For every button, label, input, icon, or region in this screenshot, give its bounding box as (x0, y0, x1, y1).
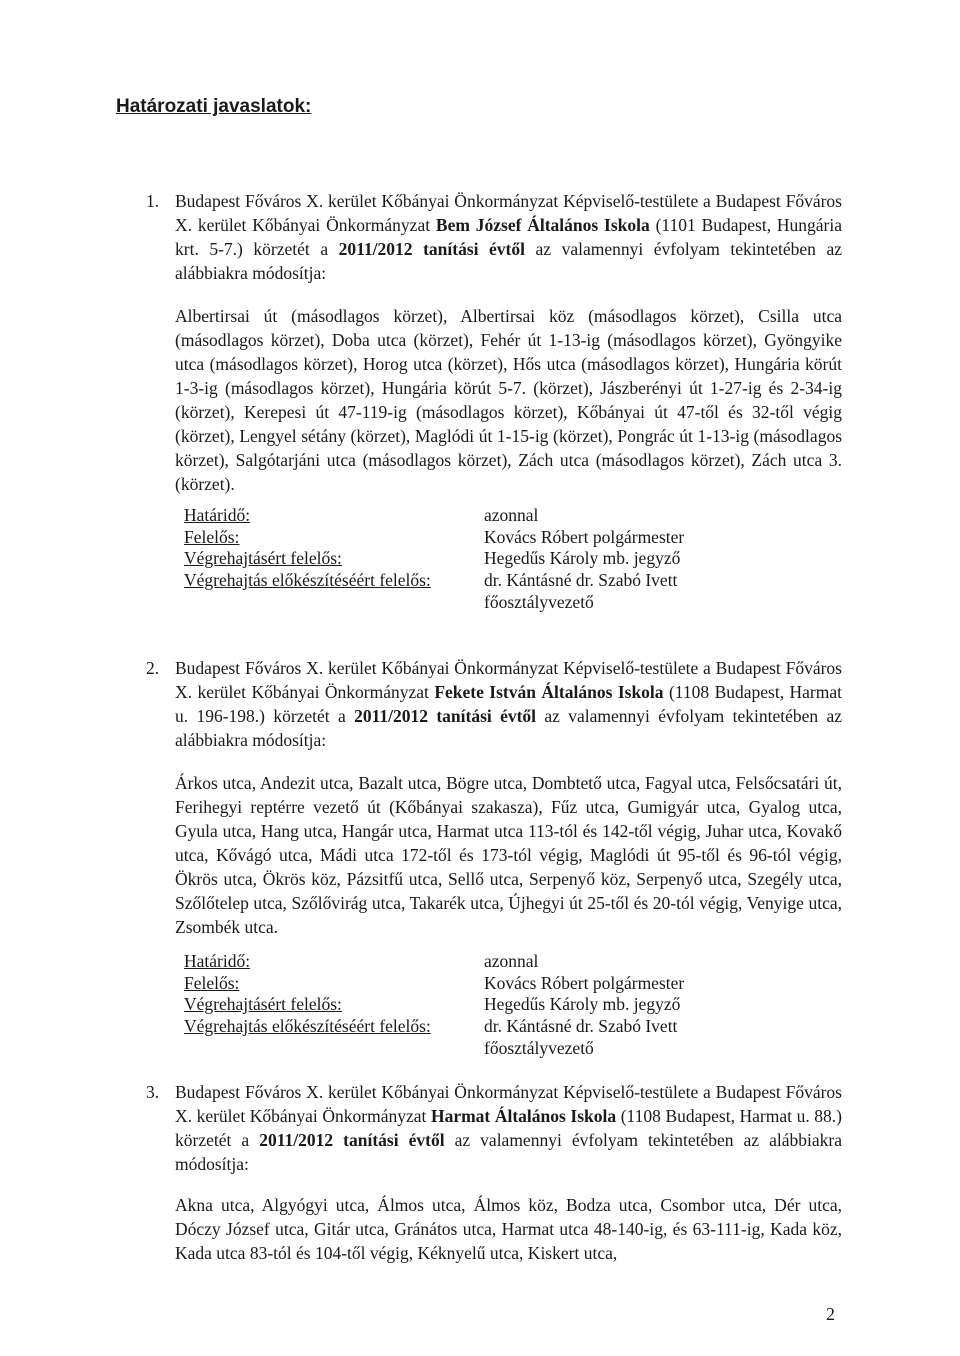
item-number: 3. (146, 1082, 160, 1102)
resp-row-deadline: Határidő: azonnal (184, 505, 539, 525)
resp-row-responsible: Felelős: Kovács Róbert polgármester (184, 526, 685, 547)
school-year: 2011/2012 tanítási évtől (354, 706, 537, 726)
item-intro: Budapest Főváros X. kerület Kőbányai Önkormányzat Képviselő-testülete a Budapest Főváros X. kerület Kőbányai Önkormányzat Fekete István Általános Iskola (1108 Budapest, Harmat u. 196-198.) körzetét a 2011/2012 tanítási évtől az valamennyi évfolyam tekintetében az alábbiakra módosítja: (175, 658, 843, 750)
street-list: Árkos utca, Andezit utca, Bazalt utca, Bögre utca, Dombtető utca, Fagyal utca, Felsőcsatári út, Ferihegyi reptérre vezető út (Kőbányai szakasza), Fűz utca, Gumigyár utca, Gyalog utca, Gyula utca, Hang utca, Hangár utca, Harmat utca 113-tól és 142-től végig, Juhar utca, Kovakő utca, Kővágó utca, Mádi utca 172-től és 173-tól végig, Maglódi út 95-től és 96-tól végig, Ökrös utca, Ökrös köz, Pázsitfű utca, Sellő utca, Serpenyő köz, Serpenyő utca, Szegély utca, Szőlőtelep utca, Szőlővirág utca, Takarék utca, Újhegyi út 25-től és 20-tól végig, Venyige utca, Zsombék utca. (175, 773, 842, 937)
school-year: 2011/2012 tanítási évtől (259, 1130, 445, 1150)
street-list: Akna utca, Algyógyi utca, Álmos utca, Álmos köz, Bodza utca, Csombor utca, Dér utca, Dóczy József utca, Gitár utca, Gránátos utca, Harmat utca 48-140-ig, és 63-111-ig, Kada köz, Kada utca 83-tól és 104-től végig, Kéknyelű utca, Kiskert utca, (175, 1195, 842, 1263)
responsibility-table (184, 951, 744, 1060)
page-heading: Határozati javaslatok: (116, 96, 312, 117)
resp-row-responsible: Felelős: Kovács Róbert polgármester (184, 972, 685, 993)
street-list: Albertirsai út (másodlagos körzet), Albertirsai köz (másodlagos körzet), Csilla utca (másodlagos körzet), Doba utca (körzet), Fehér út 1-13-ig (másodlagos körzet), Gyöngyike utca (másodlagos körzet), Horog utca (körzet), Hős utca (másodlagos körzet), Hungária körút 1-3-ig (másodlagos körzet), Hungária körút 5-7. (körzet), Jászberényi út 1-27-ig és 2-34-ig (körzet), Kerepesi út 47-119-ig (másodlagos körzet), Kőbányai út 47-től és 32-től végig (körzet), Lengyel sétány (körzet), Maglódi út 1-15-ig (körzet), Pongrác út 1-13-ig (másodlagos körzet), Salgótarjáni utca (másodlagos körzet), Zách utca (másodlagos körzet), Zách utca 3. (körzet). (175, 306, 842, 494)
school-name: Harmat Általános Iskola (430, 1106, 617, 1126)
responsibility-table (184, 505, 744, 614)
school-year: 2011/2012 tanítási évtől (338, 239, 525, 259)
resp-row-execution: Végrehajtásért felelős: Hegedűs Károly mb. jegyző (184, 548, 681, 569)
item-intro: Budapest Főváros X. kerület Kőbányai Önkormányzat Képviselő-testülete a Budapest Főváros X. kerület Kőbányai Önkormányzat Bem József Általános Iskola (1101 Budapest, Hungária krt. 5-7.) körzetét a 2011/2012 tanítási évtől az valamennyi évfolyam tekintetében az alábbiakra módosítja: (175, 191, 843, 283)
page-number: 2 (826, 1304, 835, 1324)
item-intro: Budapest Főváros X. kerület Kőbányai Önkormányzat Képviselő-testülete a Budapest Főváros X. kerület Kőbányai Önkormányzat Harmat Általános Iskola (1108 Budapest, Harmat u. 88.) körzetét a 2011/2012 tanítási évtől az valamennyi évfolyam tekintetében az alábbiakra módosítja: (175, 1082, 842, 1174)
resp-row-execution: Végrehajtásért felelős: Hegedűs Károly mb. jegyző (184, 994, 681, 1015)
school-name: Bem József Általános Iskola (435, 215, 650, 235)
item-number: 2. (146, 658, 160, 678)
resp-row-preparation: Végrehajtás előkészítéséért felelős: dr. Kántásné dr. Szabó Ivett főosztályvezető (184, 570, 678, 612)
resp-row-preparation: Végrehajtás előkészítéséért felelős: dr. Kántásné dr. Szabó Ivett főosztályvezető (184, 1016, 678, 1058)
resp-row-deadline: Határidő: azonnal (184, 951, 539, 971)
item-number: 1. (146, 191, 160, 211)
school-name: Fekete István Általános Iskola (434, 682, 664, 702)
